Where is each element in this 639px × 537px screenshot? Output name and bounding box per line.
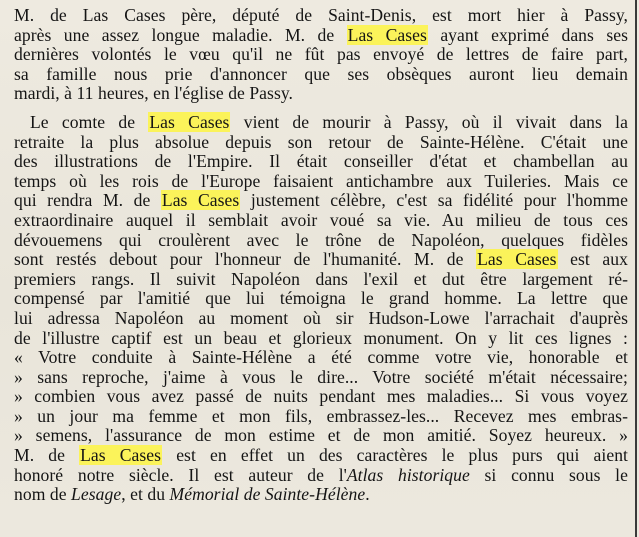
- text-line: [14, 113, 628, 133]
- highlighted-name: Las Cases: [80, 445, 162, 466]
- highlighted-name: Las Cases: [347, 24, 427, 45]
- text-segment: , et du: [121, 484, 170, 505]
- text-line: sa famille nous prie d'annoncer que ses obsèques auront lieu demain: [14, 63, 628, 84]
- text-segment: honoré notre siècle. Il est auteur de l': [14, 464, 347, 485]
- text-segment: sont restés debout pour l'honneur de l'humanité. M. de: [14, 249, 477, 270]
- book-title-memorial: Mémorial de Sainte-Hélène: [169, 484, 366, 505]
- book-title-atlas: Atlas historique: [346, 464, 470, 485]
- text-line: [14, 191, 628, 211]
- text-line: dévouemens qui croulèrent avec le trône de Napoléon, quelques fidèles: [14, 229, 628, 250]
- paragraph-obituary-father: [14, 6, 628, 104]
- text-segment: est aux: [557, 249, 628, 270]
- text-segment: vient de mourir à Passy, où il vivait dans la: [230, 111, 628, 132]
- text-line: [14, 250, 628, 270]
- quote-line: « Votre conduite à Sainte-Hélène a été comme votre vie, honorable et: [14, 347, 628, 368]
- text-line: M. de Las Cases père, député de Saint-Denis, est mort hier à Passy,: [14, 5, 628, 25]
- text-line: compensé par l'amitié que lui témoigna le grand homme. La lettre que: [14, 288, 628, 309]
- text-segment: justement célèbre, c'est sa fidélité pour l'homme: [240, 190, 628, 211]
- text-line: retraite la plus absolue depuis son retour de Sainte-Hélène. C'était une: [14, 131, 628, 152]
- text-line: [14, 446, 628, 466]
- column-rule: [635, 0, 637, 537]
- text-line: [14, 26, 628, 46]
- text-segment: est en effet un des caractères le plus purs qui aient: [162, 445, 628, 466]
- text-segment: .: [365, 484, 370, 505]
- quote-line: » semens, l'assurance de mon estime et de mon amitié. Soyez heureux. »: [14, 425, 628, 446]
- text-line: extraordinaire auquel il semblait avoir voué sa vie. Au milieu de tous ces: [14, 209, 628, 230]
- text-segment: M. de: [14, 445, 80, 466]
- highlighted-name: Las Cases: [149, 111, 230, 132]
- article-column: [14, 6, 628, 505]
- text-segment: nom de: [14, 484, 72, 505]
- text-line: [14, 485, 628, 505]
- quote-line: » sans reproche, j'aime à vous le dire... Votre société m'était nécessaire;: [14, 366, 628, 387]
- text-segment: ayant exprimé dans ses: [427, 24, 628, 45]
- text-segment: si connu sous le: [469, 464, 628, 485]
- highlighted-name: Las Cases: [477, 249, 557, 270]
- quote-line: » combien vous avez passé de nuits pendant mes maladies... Si vous voyez: [14, 386, 628, 407]
- text-line: premiers rangs. Il suivit Napoléon dans l'exil et dut être largement ré-: [14, 268, 628, 289]
- text-segment: après une assez longue maladie. M. de: [14, 24, 347, 45]
- text-segment: qui rendra M. de: [14, 190, 161, 211]
- text-line: dernières volontés le vœu qu'il ne fût pas envoyé de lettres de faire part,: [14, 44, 628, 65]
- text-line: des illustrations de l'Empire. Il était conseiller d'état et chambellan au: [14, 151, 628, 172]
- text-line: temps où les rois de l'Europe faisaient antichambre aux Tuileries. Mais ce: [14, 170, 628, 191]
- text-line: lui adressa Napoléon au moment où sir Hudson-Lowe l'arrachait d'auprès: [14, 307, 628, 328]
- text-line: [14, 466, 628, 486]
- quote-line: » un jour ma femme et mon fils, embrassez-les... Recevez mes embras-: [14, 405, 628, 426]
- text-line: mardi, à 11 heures, en l'église de Passy.: [14, 83, 293, 104]
- highlighted-name: Las Cases: [161, 190, 240, 211]
- text-line: de l'illustre captif est un beau et glorieux monument. On y lit ces lignes :: [14, 327, 628, 348]
- paragraph-obituary-comte: [14, 113, 628, 505]
- text-segment: Le comte de: [30, 111, 149, 132]
- pseudonym-lesage: Lesage: [71, 484, 122, 505]
